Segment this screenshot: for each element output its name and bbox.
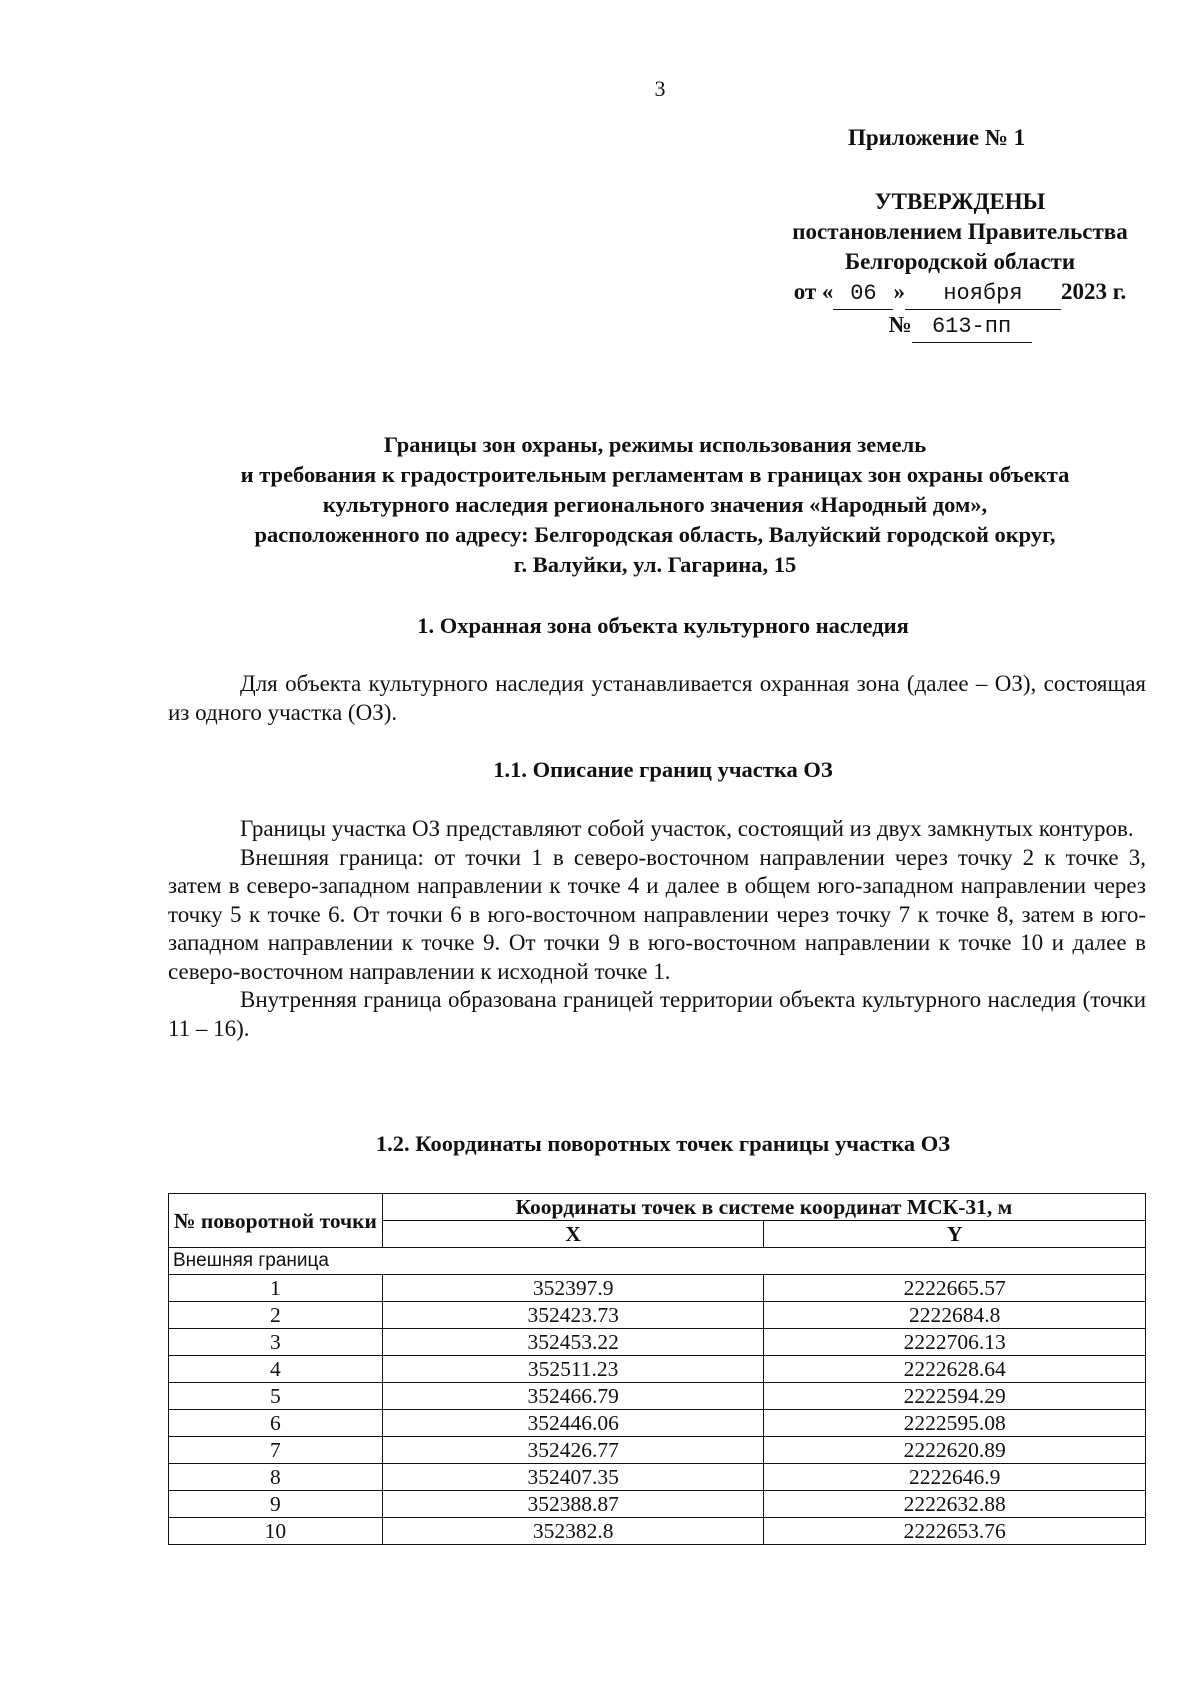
section-1-1-heading: 1.1. Описание границ участка ОЗ <box>493 757 833 782</box>
cell-point-number: 9 <box>169 1491 383 1518</box>
cell-point-number: 7 <box>169 1437 383 1464</box>
title-line-1: Границы зон охраны, режимы использования земель <box>383 432 927 457</box>
date-year: 2023 г. <box>1060 279 1127 304</box>
section-1-1-paragraph-2: Внешняя граница: от точки 1 в северо-восточном направлении через точку 2 к точке 3, затем в северо-западном направлении к точке 4 и далее в общем юго-западном направлении через точку 5 к точке 6. От точки 6 в юго-восточном направлении через точку 7 к точке 8, затем в юго-западном направлении к точке 9. От точки 9 в юго-восточном направлении к точке 10 и далее в северо-восточном направлении к исходной точке 1. <box>168 844 1146 984</box>
title-line-4: расположенного по адресу: Белгородская область, Валуйский городской округ, <box>254 522 1056 547</box>
page-number: 3 <box>654 76 666 101</box>
coordinates-table <box>168 1193 1146 1545</box>
cell-point-number: 8 <box>169 1464 383 1491</box>
cell-x: 352511.23 <box>382 1356 764 1383</box>
table-row <box>169 1329 1146 1356</box>
cell-point-number: 3 <box>169 1329 383 1356</box>
cell-y: 2222620.89 <box>764 1437 1146 1464</box>
section-1-1-paragraph-1: Границы участка ОЗ представляют собой участок, состоящий из двух замкнутых контуров. <box>240 816 1134 841</box>
cell-x: 352466.79 <box>382 1383 764 1410</box>
table-header-row <box>169 1194 1146 1221</box>
section-label-outer-boundary: Внешняя граница <box>169 1248 1146 1275</box>
section-1-text-block <box>168 670 1146 727</box>
date-prefix: от « <box>793 279 834 304</box>
cell-point-number: 1 <box>169 1275 383 1302</box>
section-1-1-paragraph-3: Внутренняя граница образована границей территории объекта культурного наследия (точки 11 – 16). <box>168 987 1146 1041</box>
table-row <box>169 1518 1146 1545</box>
section-1-heading: 1. Охранная зона объекта культурного наследия <box>417 613 909 638</box>
cell-point-number: 5 <box>169 1383 383 1410</box>
approval-title: УТВЕРЖДЕНЫ <box>874 189 1046 214</box>
cell-y: 2222706.13 <box>764 1329 1146 1356</box>
cell-x: 352382.8 <box>382 1518 764 1545</box>
number-value: 613-пп <box>912 312 1032 343</box>
cell-x: 352423.73 <box>382 1302 764 1329</box>
cell-x: 352453.22 <box>382 1329 764 1356</box>
date-day: 06 <box>833 279 893 310</box>
cell-point-number: 4 <box>169 1356 383 1383</box>
table-row <box>169 1437 1146 1464</box>
cell-x: 352426.77 <box>382 1437 764 1464</box>
header-coordinates: Координаты точек в системе координат МСК-31, м <box>382 1194 1145 1221</box>
title-line-2: и требования к градостроительным регламентам в границах зон охраны объекта <box>240 462 1070 487</box>
cell-y: 2222595.08 <box>764 1410 1146 1437</box>
title-line-5: г. Валуйки, ул. Гагарина, 15 <box>513 552 797 577</box>
header-x: X <box>382 1221 764 1248</box>
table-row <box>169 1275 1146 1302</box>
cell-point-number: 10 <box>169 1518 383 1545</box>
section-1-text: Для объекта культурного наследия устанавливается охранная зона (далее – ОЗ), состоящая из одного участка (ОЗ). <box>168 671 1146 725</box>
date-month: ноября <box>905 279 1061 310</box>
cell-y: 2222594.29 <box>764 1383 1146 1410</box>
cell-y: 2222653.76 <box>764 1518 1146 1545</box>
cell-x: 352446.06 <box>382 1410 764 1437</box>
title-line-3: культурного наследия регионального значения «Народный дом», <box>322 492 988 517</box>
approval-block <box>700 187 1200 343</box>
approval-number <box>700 310 1200 343</box>
approval-line-1: постановлением Правительства <box>792 219 1128 244</box>
header-y: Y <box>764 1221 1146 1248</box>
date-mid: » <box>893 279 905 304</box>
table-section-row <box>169 1248 1146 1275</box>
table-row <box>169 1356 1146 1383</box>
header-point-number: № поворотной точки <box>169 1194 383 1248</box>
section-1-1-text-block <box>168 815 1146 1043</box>
cell-x: 352388.87 <box>382 1491 764 1518</box>
cell-y: 2222684.8 <box>764 1302 1146 1329</box>
cell-x: 352407.35 <box>382 1464 764 1491</box>
cell-point-number: 2 <box>169 1302 383 1329</box>
appendix-label: Приложение № 1 <box>848 125 1026 150</box>
cell-y: 2222665.57 <box>764 1275 1146 1302</box>
cell-y: 2222646.9 <box>764 1464 1146 1491</box>
number-prefix: № <box>888 312 912 337</box>
table-row <box>169 1410 1146 1437</box>
section-1-2-heading: 1.2. Координаты поворотных точек границы участка ОЗ <box>375 1131 951 1156</box>
cell-y: 2222632.88 <box>764 1491 1146 1518</box>
table-row <box>169 1383 1146 1410</box>
cell-x: 352397.9 <box>382 1275 764 1302</box>
approval-date <box>700 277 1200 310</box>
table-row <box>169 1491 1146 1518</box>
table-row <box>169 1302 1146 1329</box>
cell-point-number: 6 <box>169 1410 383 1437</box>
document-title <box>160 430 1150 580</box>
table-row <box>169 1464 1146 1491</box>
cell-y: 2222628.64 <box>764 1356 1146 1383</box>
approval-line-2: Белгородской области <box>844 249 1076 274</box>
